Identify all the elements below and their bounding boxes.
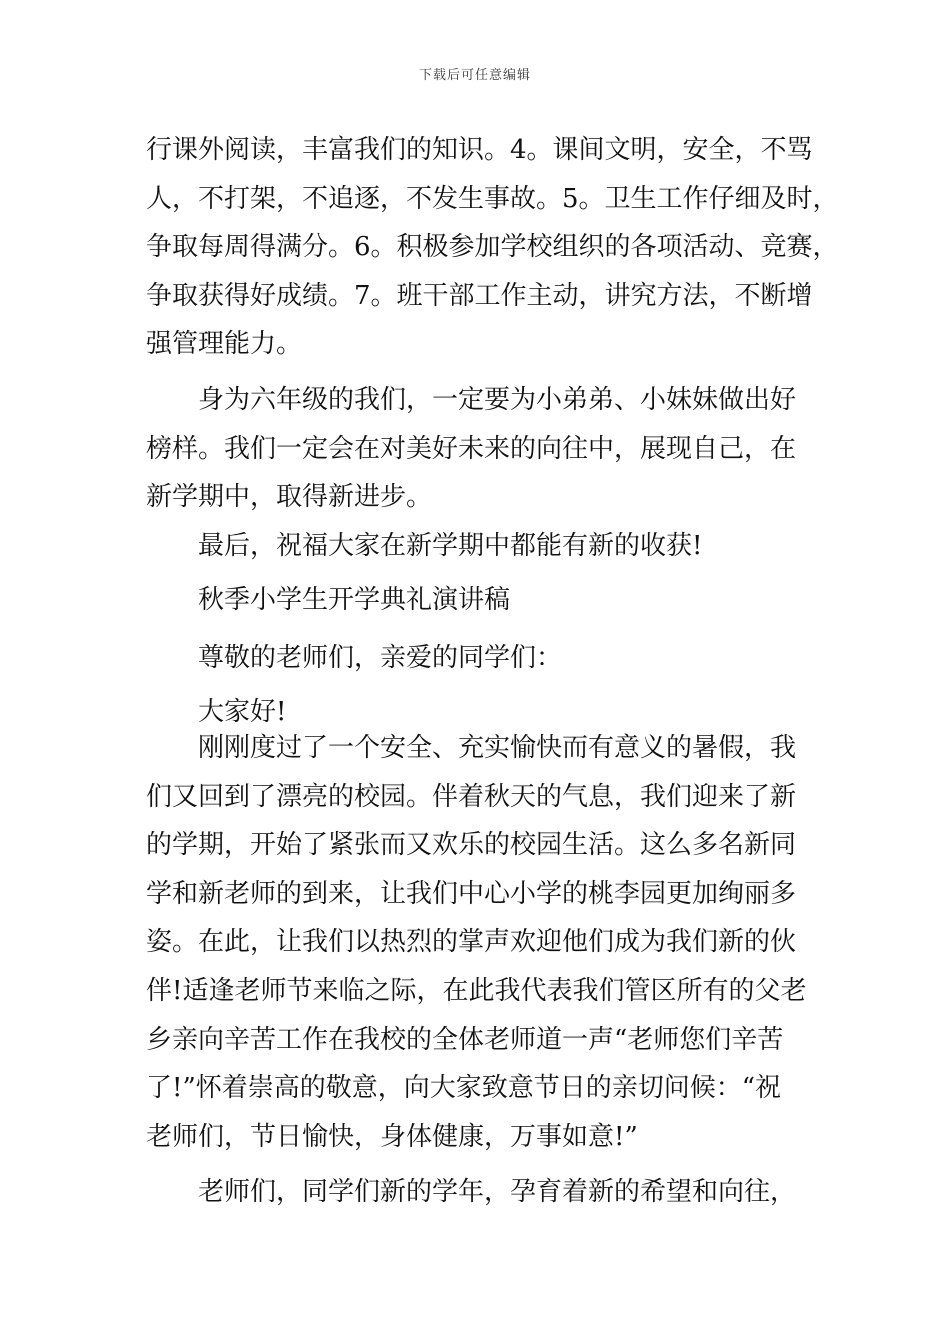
paragraph-line: 秋季小学生开学典礼演讲稿 xyxy=(198,585,511,615)
paragraph-line: 身为六年级的我们，一定要为小弟弟、小妹妹做出好 xyxy=(198,385,797,415)
paragraph-line: 姿。在此，让我们以热烈的掌声欢迎他们成为我们新的伙 xyxy=(146,927,797,958)
paragraph-line: 大家好! xyxy=(198,697,287,727)
paragraph-line: 学和新老师的到来，让我们中心小学的桃李园更加绚丽多 xyxy=(146,878,797,909)
paragraph-line: 新学期中，取得新进步。 xyxy=(146,482,433,512)
page-header: 下载后可任意编辑 xyxy=(418,68,531,83)
paragraph-line: 的学期，开始了紧张而又欢乐的校园生活。这么多名新同 xyxy=(146,830,797,861)
paragraph-line: 了!”怀着崇高的敬意，向大家致意节日的亲切问候：“祝 xyxy=(146,1073,782,1104)
paragraph-line: 争取每周得满分。6。积极参加学校组织的各项活动、竞赛， xyxy=(146,232,839,262)
paragraph-line: 们又回到了漂亮的校园。伴着秋天的气息，我们迎来了新 xyxy=(146,781,797,812)
paragraph-line: 乡亲向辛苦工作在我校的全体老师道一声“老师您们辛苦 xyxy=(146,1024,784,1055)
paragraph-line: 榜样。我们一定会在对美好未来的向往中，展现自己，在 xyxy=(146,433,797,464)
paragraph-line: 行课外阅读，丰富我们的知识。4。课间文明，安全，不骂 xyxy=(146,135,813,165)
paragraph-line: 人，不打架，不追逐，不发生事故。5。卫生工作仔细及时， xyxy=(146,183,839,214)
paragraph-line: 争取获得好成绩。7。班干部工作主动，讲究方法，不断增 xyxy=(146,280,813,311)
paragraph-line: 老师们，同学们新的学年，孕育着新的希望和向往， xyxy=(198,1177,797,1207)
paragraph-line: 老师们，节日愉快，身体健康，万事如意!” xyxy=(146,1121,638,1152)
paragraph-line: 最后，祝福大家在新学期中都能有新的收获! xyxy=(198,531,703,561)
paragraph-line: 强管理能力。 xyxy=(146,329,303,359)
paragraph-line: 伴!适逢老师节来临之际，在此我代表我们管区所有的父老 xyxy=(146,976,807,1006)
paragraph-line: 刚刚度过了一个安全、充实愉快而有意义的暑假，我 xyxy=(198,733,797,763)
paragraph-line: 尊敬的老师们，亲爱的同学们： xyxy=(198,643,563,673)
